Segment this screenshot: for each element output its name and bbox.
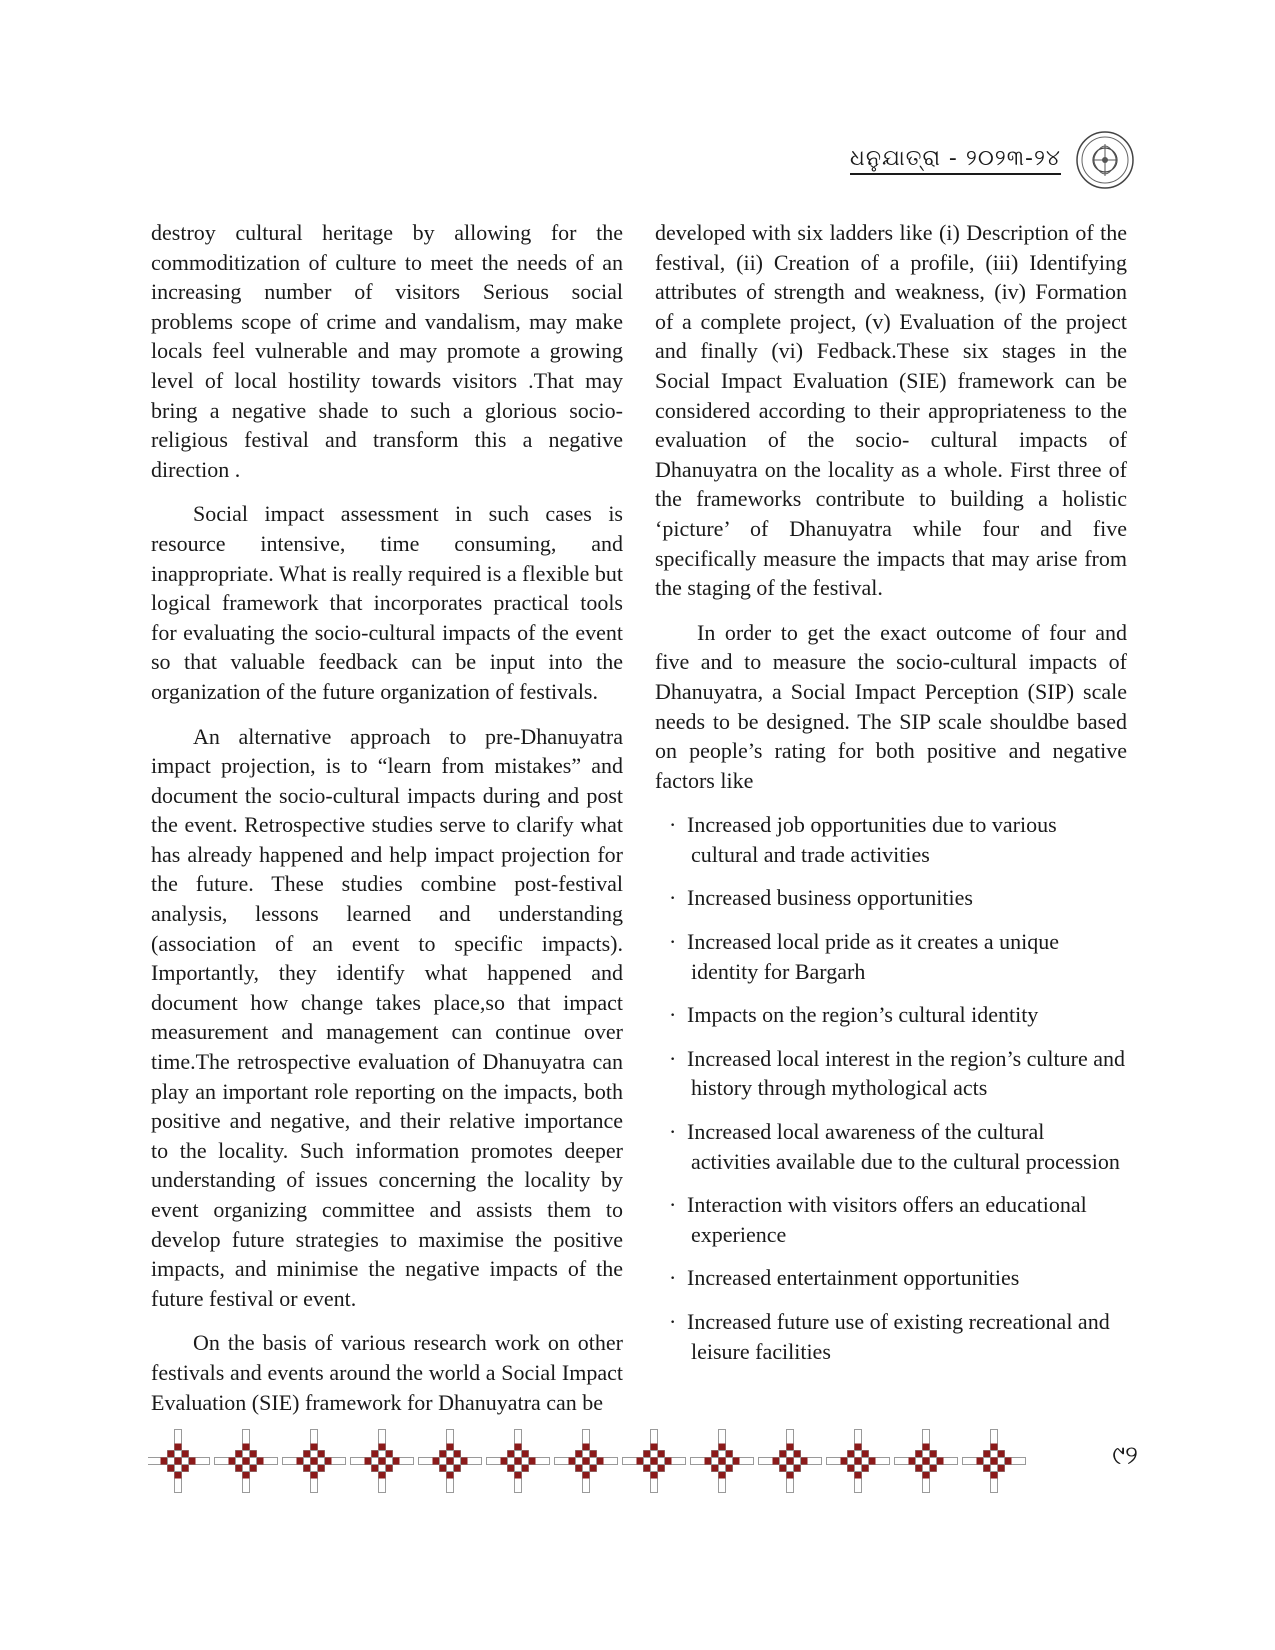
ornament-motif: [623, 1430, 686, 1493]
ornament-motif: [215, 1430, 278, 1493]
ornament-motif: [691, 1430, 754, 1493]
list-item: · Increased local awareness of the cultural activities available due to the cultural procession: [655, 1117, 1127, 1176]
list-item: · Increased job opportunities due to various cultural and trade activities: [655, 810, 1127, 869]
list-item: · Increased local pride as it creates a unique identity for Bargarh: [655, 927, 1127, 986]
list-item: · Increased future use of existing recreational and leisure facilities: [655, 1307, 1127, 1366]
list-item: · Interaction with visitors offers an educational experience: [655, 1190, 1127, 1249]
paragraph: In order to get the exact outcome of four and five and to measure the socio-cultural impacts of Dhanuyatra, a Social Impact Perception (SIP) scale needs to be designed. The SIP scale shouldbe based on people’s rating for both positive and negative factors like: [655, 619, 1127, 793]
ornament-motif: [963, 1430, 1026, 1493]
ornament-motif: [283, 1430, 346, 1493]
ornament-motif: [487, 1430, 550, 1493]
left-column: [151, 218, 623, 1432]
ornament-motif: [419, 1430, 482, 1493]
right-column: [655, 218, 1127, 1380]
running-head: ଧନୁଯାତ୍ରା - ୨୦୨୩-୨୪: [850, 146, 1061, 175]
paragraph: developed with six ladders like (i) Description of the festival, (ii) Creation of a profile, (iii) Identifying attributes of strength and weakness, (iv) Formation of a complete project, (v) Evaluation of the project and finally (vi) Fedback.These six stages in the Social Impact Evaluation (SIE) framework can be considered according to their appropriateness to the evaluation of the socio- cultural impacts of Dhanuyatra on the locality as a whole. First three of the frameworks contribute to building a holistic ‘picture’ of Dhanuyatra while four and five specifically measure the impacts that may arise from the staging of the festival.: [655, 220, 1127, 601]
page-number: ୯୨: [1112, 1441, 1138, 1471]
ornament-motif: [148, 1430, 210, 1493]
paragraph: Social impact assessment in such cases is resource intensive, time consuming, and inappropriate. What is really required is a flexible but logical framework that incorporates practical tools for evaluating the socio-cultural impacts of the event so that valuable feedback can be input into the organization of the future organization of festivals.: [151, 501, 623, 704]
paragraph: An alternative approach to pre-Dhanuyatra impact projection, is to “learn from mistakes” and document the socio-cultural impacts during and post the event. Retrospective studies serve to clarify what has already happened and help impact projection for the future. These studies combine post-festival analysis, lessons learned and understanding (association of an event to specific impacts). Importantly, they identify what happened and document how change takes place,so that impact measurement and management can continue over time.The retrospective evaluation of Dhanuyatra can play an important role reporting on the impacts, both positive and negative, and their relative importance to the locality. Such information promotes deeper understanding of issues concerning the locality by event organizing committee and assists them to develop future strategies to maximise the positive impacts, and minimise the negative impacts of the future festival or event.: [151, 723, 623, 1311]
list-item: · Increased entertainment opportunities: [655, 1263, 1127, 1293]
list-item: · Increased local interest in the region’s culture and history through mythological acts: [655, 1044, 1127, 1103]
seal-icon: [1075, 130, 1135, 190]
factor-list: [655, 810, 1127, 1366]
page-footer: [148, 1427, 1138, 1497]
ornament-motif: [555, 1430, 618, 1493]
paragraph: destroy cultural heritage by allowing for the commoditization of culture to meet the needs of an increasing number of visitors Serious social problems scope of crime and vandalism, may make locals feel vulnerable and may promote a growing level of local hostility towards visitors .That may bring a negative shade to such a glorious socio-religious festival and transform this a negative direction .: [151, 220, 623, 482]
ornament-motif: [827, 1430, 890, 1493]
body-columns: [151, 218, 1135, 1415]
ornament-motif: [895, 1430, 958, 1493]
list-item: · Impacts on the region’s cultural identity: [655, 1000, 1127, 1030]
ornament-motif: [351, 1430, 414, 1493]
paragraph: On the basis of various research work on other festivals and events around the world a Social Impact Evaluation (SIE) framework for Dhanuyatra can be: [151, 1330, 623, 1415]
ornament-motif: [759, 1430, 822, 1493]
ornament-border: [148, 1427, 1038, 1497]
list-item: · Increased business opportunities: [655, 883, 1127, 913]
page-header: [850, 130, 1135, 190]
